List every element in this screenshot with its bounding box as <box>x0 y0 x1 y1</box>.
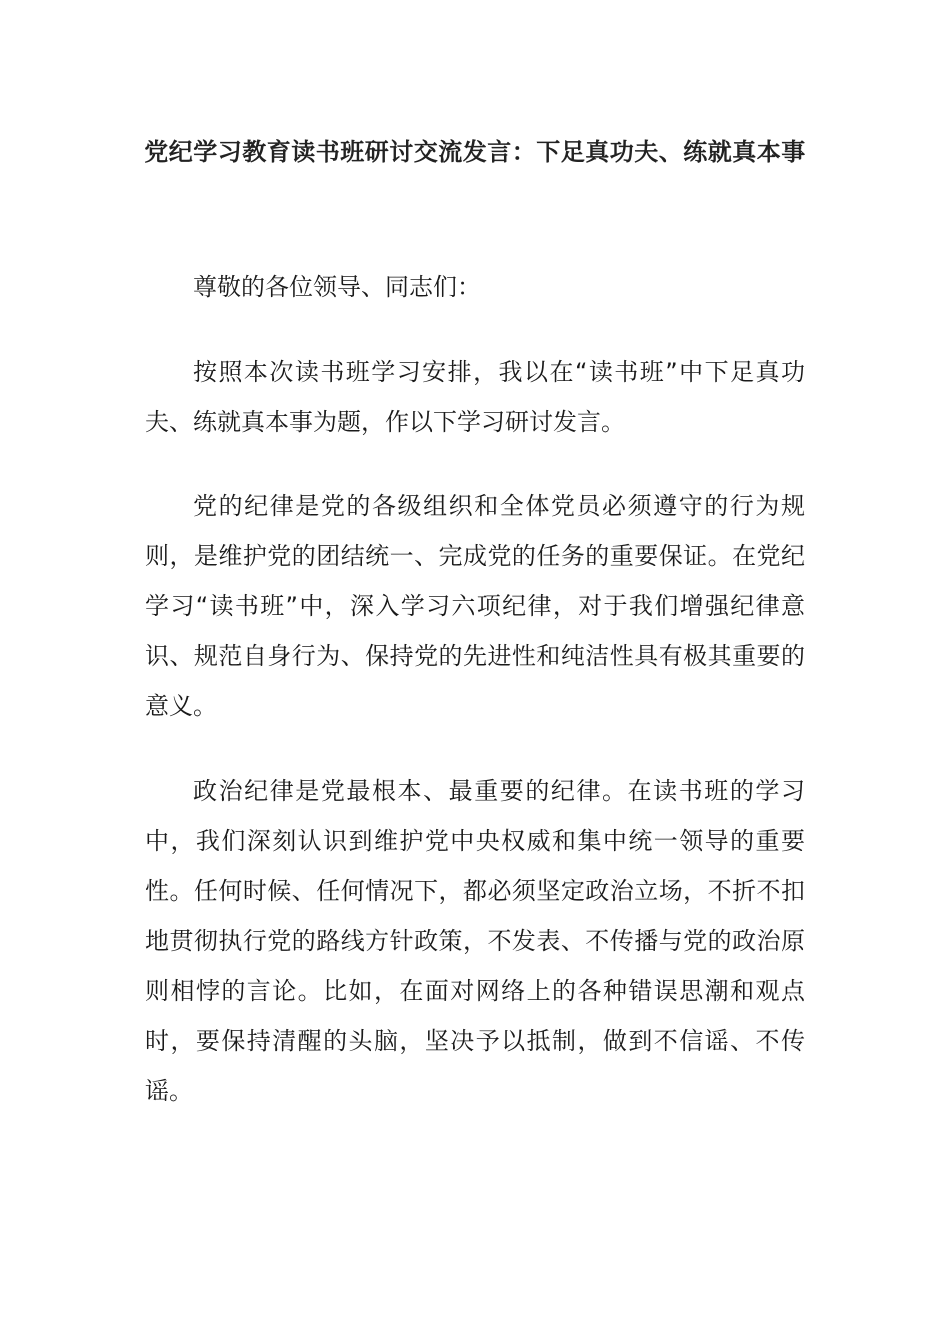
party-discipline-paragraph: 党的纪律是党的各级组织和全体党员必须遵守的行为规则，是维护党的团结统一、完成党的任务的重要保证。在党纪学习“读书班”中，深入学习六项纪律，对于我们增强纪律意识、规范自身行为、保持党的先进性和纯洁性具有极其重要的意义。 <box>145 492 805 720</box>
document-title: 党纪学习教育读书班研讨交流发言：下足真功夫、练就真本事 <box>144 138 806 166</box>
greeting-paragraph: 尊敬的各位领导、同志们： <box>193 273 481 301</box>
political-discipline-paragraph: 政治纪律是党最根本、最重要的纪律。在读书班的学习中，我们深刻认识到维护党中央权威和集中统一领导的重要性。任何时候、任何情况下，都必须坚定政治立场，不折不扣地贯彻执行党的路线方针政策，不发表、不传播与党的政治原则相悖的言论。比如，在面对网络上的各种错误思潮和观点时，要保持清醒的头脑，坚决予以抵制，做到不信谣、不传谣。 <box>145 777 805 1105</box>
intro-paragraph: 按照本次读书班学习安排，我以在“读书班”中下足真功夫、练就真本事为题，作以下学习研讨发言。 <box>145 358 805 436</box>
